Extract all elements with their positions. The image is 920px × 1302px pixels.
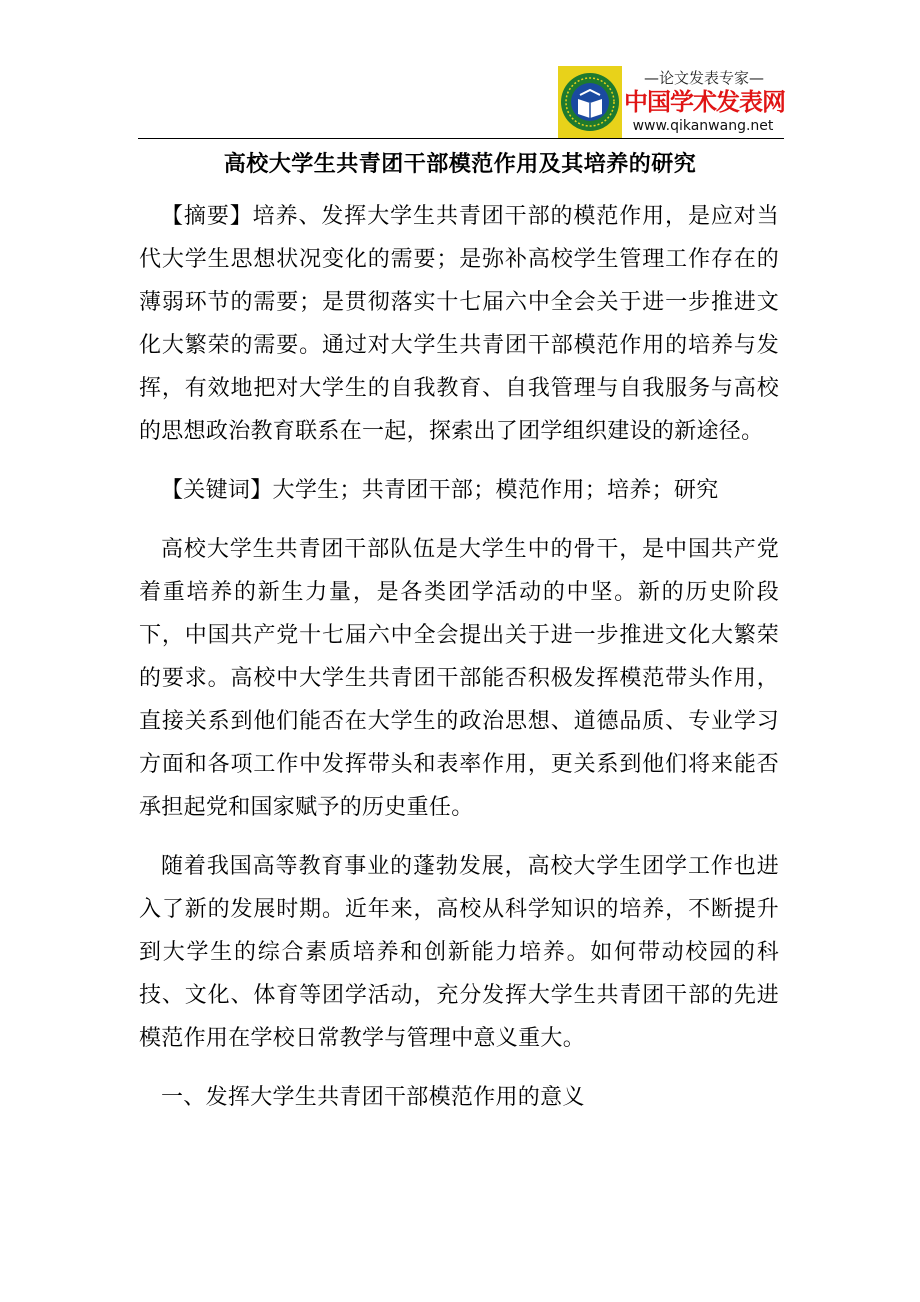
keywords-paragraph [139,469,779,512]
body-paragraph: 随着我国高等教育事业的蓬勃发展，高校大学生团学工作也进入了新的发展时期。近年来，高校从科学知识的培养，不断提升到大学生的综合素质培养和创新能力培养。如何带动校园的科技、文化、体育等团学活动，充分发挥大学生共青团干部的先进模范作用在学校日常教学与管理中意义重大。 [139,854,779,1051]
abstract-text: 培养、发挥大学生共青团干部的模范作用，是应对当代大学生思想状况变化的需要；是弥补高校学生管理工作存在的薄弱环节的需要；是贯彻落实十七届六中全会关于进一步推进文化大繁荣的需要。通过对大学生共青团干部模范作用的培养与发挥，有效地把对大学生的自我教育、自我管理与自我服务与高校的思想政治教育联系在一起，探索出了团学组织建设的新途径。 [139,204,780,444]
book-seal-icon [558,66,622,138]
document-body [139,195,779,1135]
section-heading: 一、发挥大学生共青团干部模范作用的意义 [161,1085,585,1110]
body-paragraph: 高校大学生共青团干部队伍是大学生中的骨干，是中国共产党着重培养的新生力量，是各类团学活动的中坚。新的历史阶段下，中国共产党十七届六中全会提出关于进一步推进文化大繁荣的要求。高校中大学生共青团干部能否积极发挥模范带头作用，直接关系到他们能否在大学生的政治思想、道德品质、专业学习方面和各项工作中发挥带头和表率作用，更关系到他们将来能否承担起党和国家赋予的历史重任。 [139,537,779,820]
site-logo[interactable] [558,66,784,138]
logo-url[interactable]: www.qikanwang.net [632,118,774,134]
logo-slogan: —论文发表专家— [643,69,764,87]
logo-text [622,66,784,138]
abstract-label: 【摘要】 [161,204,253,229]
keywords-text: 大学生；共青团干部；模范作用；培养；研究 [272,478,719,503]
header-rule [138,138,784,139]
document-title: 高校大学生共青团干部模范作用及其培养的研究 [223,151,697,177]
logo-brand: 中国学术发表网 [624,88,785,116]
keywords-label: 【关键词】 [161,478,273,503]
abstract-paragraph [139,195,779,453]
page-header [138,66,784,140]
